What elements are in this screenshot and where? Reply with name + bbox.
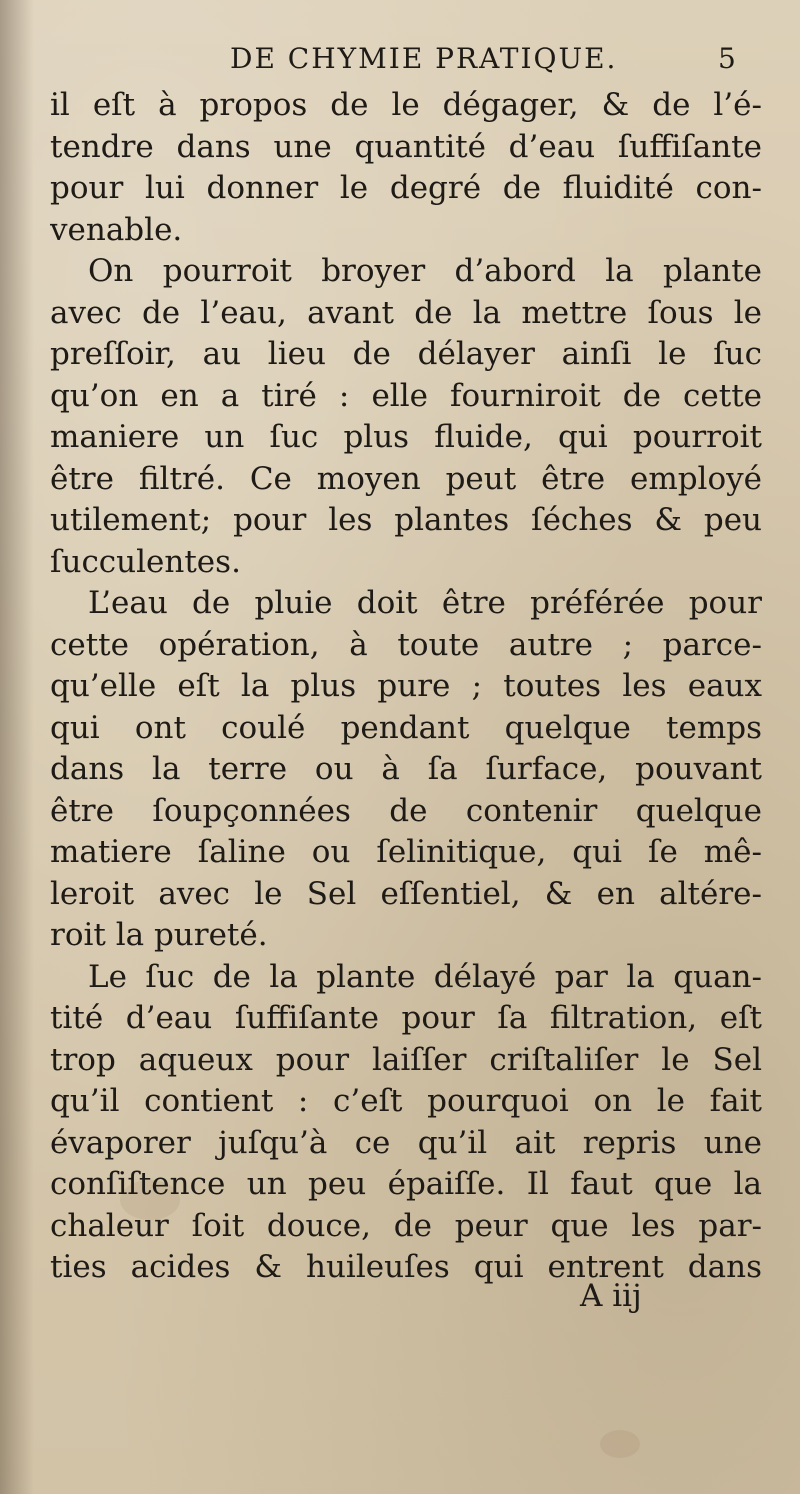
text-line: avec de l’eau, avant de la mettre ſous le — [50, 294, 762, 331]
text-line: cette opération, à toute autre ; parce- — [50, 626, 762, 663]
text-line: évaporer juſqu’à ce qu’il ait repris une — [50, 1124, 762, 1161]
body-text — [50, 85, 762, 1289]
text-line: tité d’eau ſuffiſante pour ſa filtration, eſt — [50, 1000, 762, 1036]
text-line: Le ſuc de la plante délayé par la quan- — [88, 958, 762, 995]
text-line: qu’on en a tiré : elle fourniroit de cette — [50, 377, 762, 414]
text-line: dans la terre ou à ſa ſurface, pouvant — [50, 751, 762, 787]
text-line: roit la pureté. — [50, 917, 268, 953]
text-line: qu’elle eſt la plus pure ; toutes les eaux — [50, 668, 762, 704]
text-line: On pourroit broyer d’abord la plante — [88, 253, 762, 289]
text-line: qu’il contient : c’eſt pourquoi on le fait — [50, 1083, 762, 1119]
text-line: être ſoupçonnées de contenir quelque — [50, 792, 762, 829]
text-line: L’eau de pluie doit être préférée pour — [88, 585, 762, 621]
page-header — [0, 42, 800, 82]
text-line: leroit avec le Sel eſſentiel, & en altére- — [50, 875, 762, 912]
text-line: utilement; pour les plantes ſéches & peu — [50, 502, 762, 538]
paper-stain — [600, 1430, 640, 1458]
text-line: il eſt à propos de le dégager, & de l’é- — [50, 87, 762, 123]
text-line: qui ont coulé pendant quelque temps — [50, 709, 762, 746]
text-line: ſucculentes. — [50, 543, 241, 580]
text-line: pour lui donner le degré de fluidité con- — [50, 170, 762, 206]
text-line: ties acides & huileuſes qui entrent dans — [50, 1249, 762, 1285]
page-gutter-shadow — [0, 0, 34, 1494]
text-line: matiere ſaline ou ſelinitique, qui ſe mê- — [50, 834, 762, 870]
signature-mark: A iij — [580, 1278, 642, 1314]
text-line: maniere un ſuc plus fluide, qui pourroit — [50, 419, 762, 455]
page-number: 5 — [718, 42, 736, 75]
text-line: tendre dans une quantité d’eau ſuffiſante — [50, 128, 762, 165]
text-line: venable. — [50, 211, 183, 248]
text-line: être filtré. Ce moyen peut être employé — [50, 460, 762, 497]
text-line: trop aqueux pour laiſſer criſtaliſer le Sel — [50, 1041, 762, 1078]
text-line: chaleur ſoit douce, de peur que les par- — [50, 1207, 762, 1244]
text-line: conſiſtence un peu épaiſſe. Il faut que la — [50, 1166, 762, 1202]
running-title: DE CHYMIE PRATIQUE. — [230, 42, 618, 75]
text-line: preſſoir, au lieu de délayer ainſi le ſuc — [50, 336, 762, 372]
